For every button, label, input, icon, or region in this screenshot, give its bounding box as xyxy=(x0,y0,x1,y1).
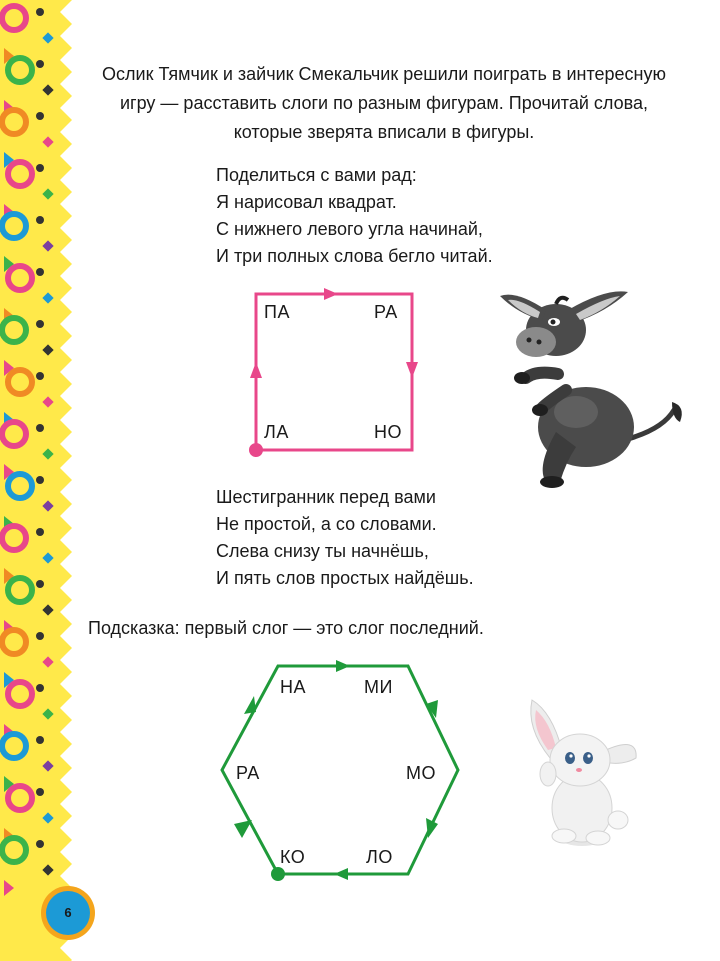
decor-dot xyxy=(36,788,44,796)
poem-line: Слева снизу ты начнёшь, xyxy=(216,541,429,561)
square-syllable-top-right: РА xyxy=(374,302,398,322)
decor-dot xyxy=(36,164,44,172)
poem-line: И три полных слова бегло читай. xyxy=(216,246,493,266)
decor-dot xyxy=(36,268,44,276)
decorative-border xyxy=(0,0,72,961)
poem-line: С нижнего левого угла начинай, xyxy=(216,219,483,239)
hexagon-syllable-top-left: НА xyxy=(280,677,307,697)
square-syllable-top-left: ПА xyxy=(264,302,290,322)
donkey-illustration xyxy=(496,282,696,492)
bunny-illustration xyxy=(518,688,648,868)
square-syllable-bottom-right: НО xyxy=(374,422,402,442)
hexagon-syllable-right: МО xyxy=(406,763,436,783)
decor-dot xyxy=(36,320,44,328)
arrow-up-icon xyxy=(250,362,262,378)
hexagon-syllable-bottom-right: ЛО xyxy=(366,847,393,867)
arrow-down-left-icon xyxy=(426,818,438,838)
decor-dot xyxy=(36,840,44,848)
intro-line: игру — расставить слоги по разным фигурам. Прочитай слова, xyxy=(120,93,648,113)
arrow-up-right-icon xyxy=(244,696,256,714)
arrow-right-icon xyxy=(324,288,338,300)
decor-dot xyxy=(36,632,44,640)
intro-paragraph xyxy=(84,60,684,147)
start-dot xyxy=(271,867,285,881)
decor-dot xyxy=(36,372,44,380)
square-poem xyxy=(216,162,493,270)
poem-line: И пять слов простых найдёшь. xyxy=(216,568,474,588)
decor-dot xyxy=(36,580,44,588)
intro-line: Ослик Тямчик и зайчик Смекальчик решили поиграть в интересную xyxy=(102,64,666,84)
hexagon-poem xyxy=(216,484,474,592)
decor-dot xyxy=(36,8,44,16)
decor-dot xyxy=(36,736,44,744)
decor-dot xyxy=(36,112,44,120)
poem-line: Поделиться с вами рад: xyxy=(216,165,417,185)
page-number: 6 xyxy=(64,905,72,920)
decor-dot xyxy=(36,216,44,224)
arrow-up-left-icon xyxy=(234,820,252,838)
poem-line: Шестигранник перед вами xyxy=(216,487,436,507)
intro-line: которые зверята вписали в фигуры. xyxy=(233,122,535,142)
decor-dot xyxy=(36,424,44,432)
hint-text: Подсказка: первый слог — это слог последний. xyxy=(88,618,484,638)
hexagon-syllable-bottom-left: КО xyxy=(280,847,306,867)
arrow-down-icon xyxy=(406,362,418,378)
hexagon-syllable-left: РА xyxy=(236,763,260,783)
arrow-right-icon xyxy=(336,660,350,672)
decor-dot xyxy=(36,60,44,68)
hexagon-syllable-top-right: МИ xyxy=(364,677,393,697)
start-dot xyxy=(249,443,263,457)
decor-dot xyxy=(36,528,44,536)
arrow-left-icon xyxy=(334,868,348,880)
decor-dot xyxy=(36,476,44,484)
poem-line: Не простой, а со словами. xyxy=(216,514,437,534)
square-syllable-bottom-left: ЛА xyxy=(264,422,289,442)
decor-dot xyxy=(36,684,44,692)
poem-line: Я нарисовал квадрат. xyxy=(216,192,397,212)
